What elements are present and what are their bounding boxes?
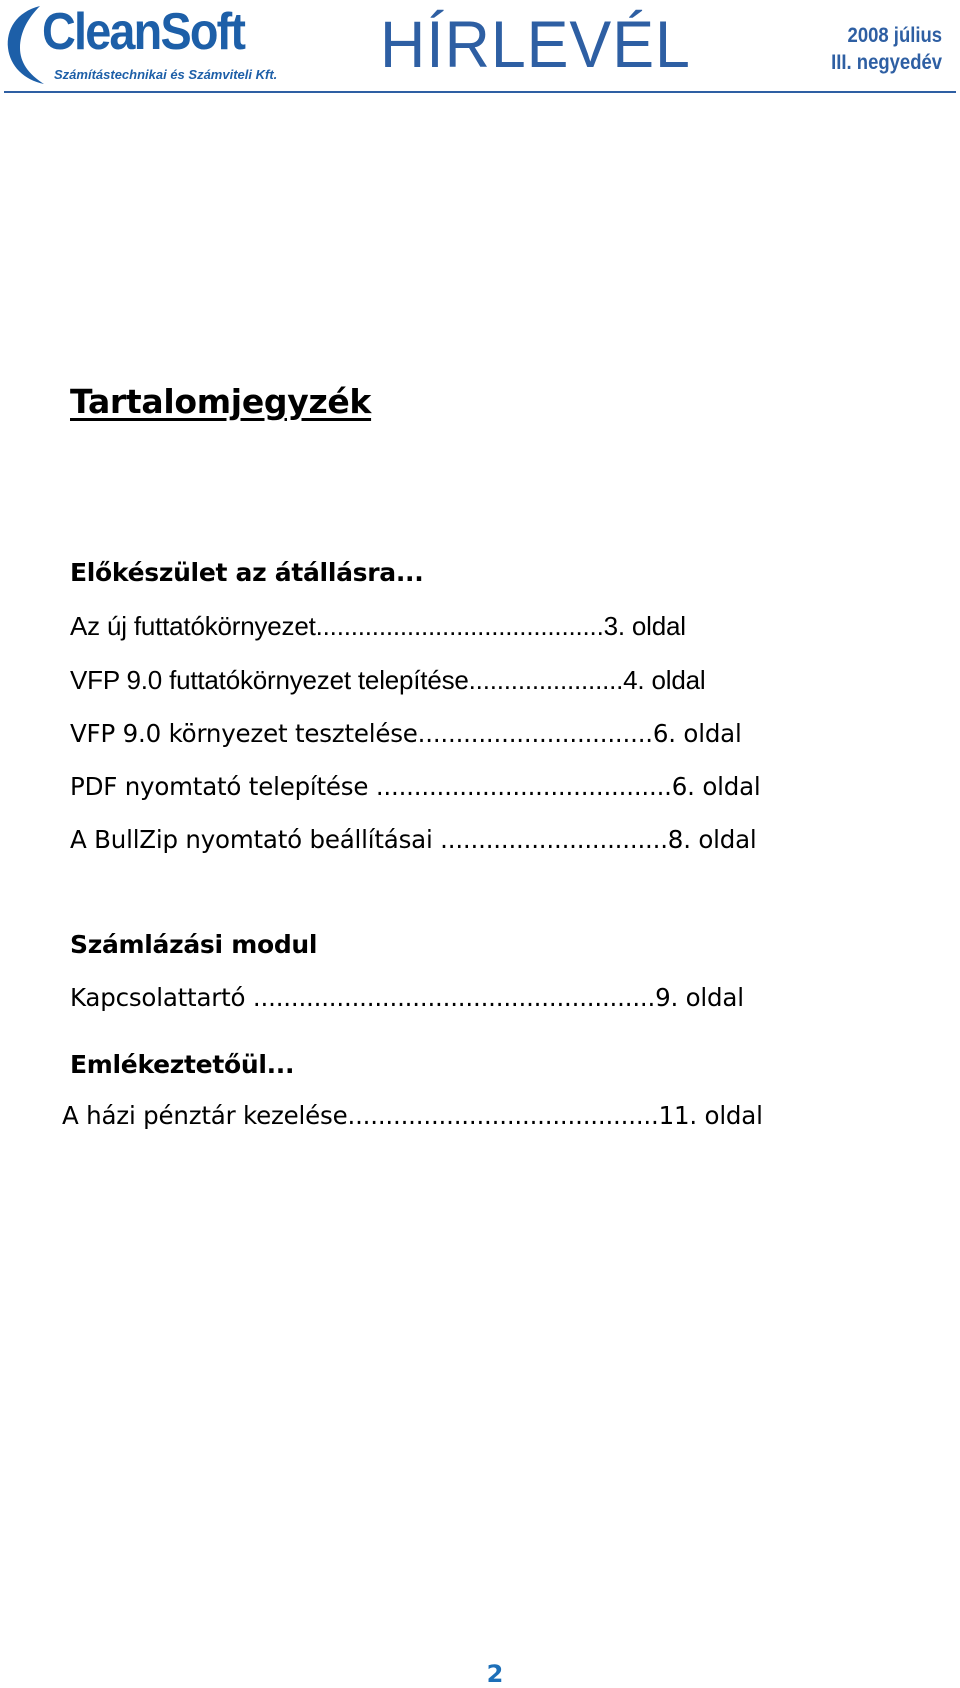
issue-date-month: 2008 július — [847, 24, 942, 47]
toc-section-heading: Számlázási modul — [70, 930, 318, 959]
toc-section-heading: Előkészület az átállásra... — [70, 558, 424, 587]
header-divider — [4, 91, 956, 93]
newsletter-banner-title: HÍRLEVÉL — [380, 7, 691, 81]
cleansoft-logo — [4, 2, 278, 88]
logo-subtitle: Számítástechnikai és Számviteli Kft. — [54, 67, 278, 82]
toc-section-heading: Emlékeztetőül... — [70, 1050, 295, 1079]
toc-entry: Az új futtatókörnyezet.........................................3. oldal — [70, 611, 686, 641]
toc-entry: A BullZip nyomtató beállításai ..............................8. oldal — [70, 825, 757, 854]
toc-entry: VFP 9.0 környezet tesztelése...............................6. oldal — [70, 719, 742, 748]
issue-date — [831, 22, 942, 76]
toc-entry: PDF nyomtató telepítése .......................................6. oldal — [70, 772, 761, 801]
toc-entry: VFP 9.0 futtatókörnyezet telepítése......................4. oldal — [70, 665, 706, 695]
toc-entry: A házi pénztár kezelése.........................................11. oldal — [62, 1101, 763, 1130]
logo-wordmark: CleanSoft — [42, 3, 245, 61]
issue-date-quarter: III. negyedév — [831, 51, 942, 74]
toc-title: Tartalomjegyzék — [70, 382, 372, 421]
newsletter-header — [0, 0, 960, 95]
page-number: 2 — [486, 1660, 504, 1688]
toc-entry: Kapcsolattartó .....................................................9. oldal — [70, 983, 744, 1012]
